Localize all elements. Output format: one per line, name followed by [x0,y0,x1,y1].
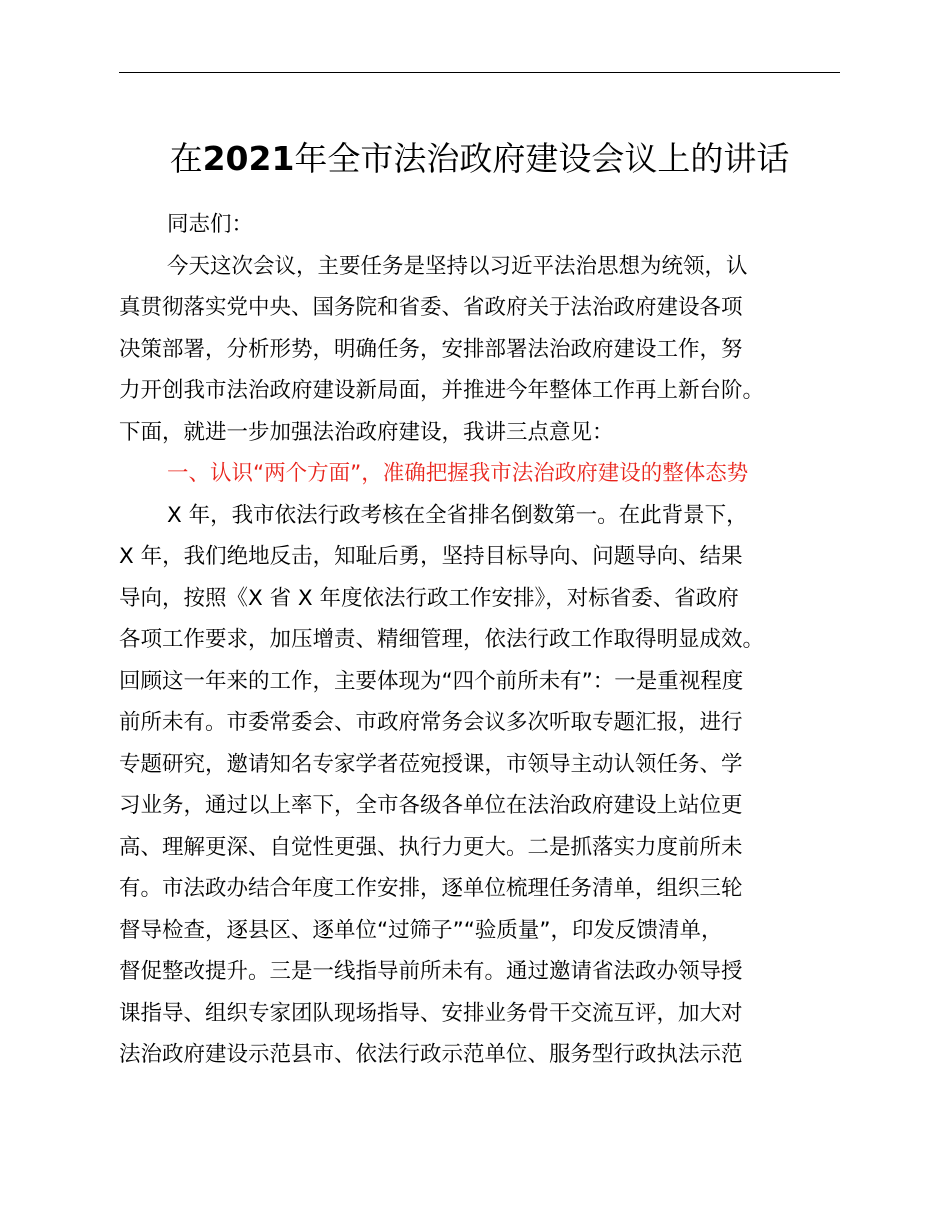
paragraph-line: 高、理解更深、自觉性更强、执行力更大。二是抓落实力度前所未 [119,834,743,860]
paragraph-line: 督导检查，逐县区、逐单位“过筛子”“验质量”，印发反馈清单， [119,917,723,943]
paragraph-line: 课指导、组织专家团队现场指导、安排业务骨干交流互评，加大对 [119,1000,743,1026]
paragraph-line: X 年，我市依法行政考核在全省排名倒数第一。在此背景下， [167,502,748,528]
section-heading: 一、认识“两个方面”，准确把握我市法治政府建设的整体态势 [167,461,749,486]
paragraph-line: 回顾这一年来的工作，主要体现为“四个前所未有”：一是重视程度 [119,668,744,694]
document-body [119,204,843,1076]
paragraph-line: 导向，按照《X 省 X 年度依法行政工作安排》，对标省委、省政府 [119,585,739,611]
title-year: 2021 [202,139,295,178]
paragraph-line: 力开创我市法治政府建设新局面，并推进今年整体工作再上新台阶。 [119,378,765,403]
paragraph-line: 真贯彻落实党中央、国务院和省委、省政府关于法治政府建设各项 [119,295,743,320]
salutation: 同志们： [167,212,254,237]
paragraph-line: 专题研究，邀请知名专家学者莅宛授课，市领导主动认领任务、学 [119,751,743,777]
paragraph-line: 决策部署，分析形势，明确任务，安排部署法治政府建设工作，努 [119,336,743,362]
header-rule [119,72,840,73]
paragraph-line: 今天这次会议，主要任务是坚持以习近平法治思想为统领，认 [167,253,748,279]
paragraph-line: 法治政府建设示范县市、依法行政示范单位、服务型行政执法示范 [119,1042,743,1067]
paragraph-line: 下面，就进一步加强法治政府建设，我讲三点意见： [119,419,614,445]
title-suffix: 年全市法治政府建设会议上的讲话 [294,139,790,178]
paragraph-line: 前所未有。市委常委会、市政府常务会议多次听取专题汇报，进行 [119,710,743,735]
paragraph-line: 各项工作要求，加压增责、精细管理，依法行政工作取得明显成效。 [119,627,765,652]
paragraph-line: X 年，我们绝地反击，知耻后勇，坚持目标导向、问题导向、结果 [119,544,743,569]
document-title [119,136,840,182]
paragraph-line: 习业务，通过以上率下，全市各级各单位在法治政府建设上站位更 [119,793,743,818]
paragraph-line: 有。市法政办结合年度工作安排，逐单位梳理任务清单，组织三轮 [119,876,743,901]
paragraph-line: 督促整改提升。三是一线指导前所未有。通过邀请省法政办领导授 [119,959,743,984]
title-prefix: 在 [169,139,203,178]
